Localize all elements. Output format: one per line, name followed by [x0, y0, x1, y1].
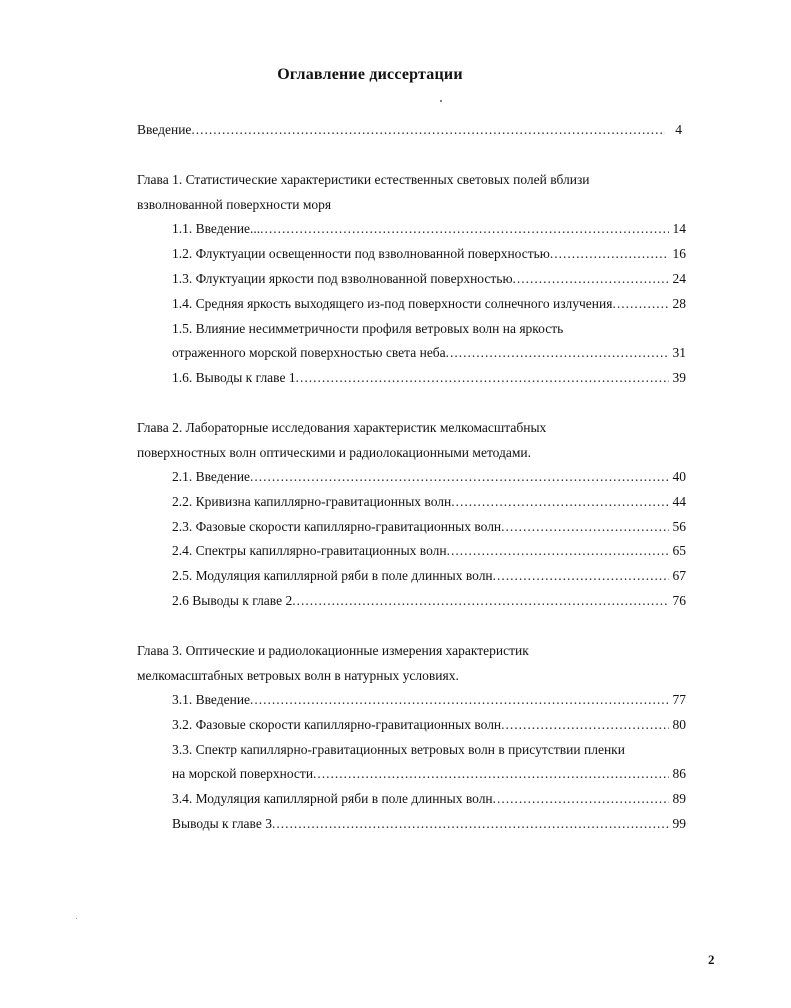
toc-entry-label: 3.4. Модуляция капиллярной ряби в поле длинных волн [172, 791, 493, 806]
toc-entry-page: 28 [672, 296, 686, 311]
leader-dots [250, 691, 668, 709]
toc-entry-intro[interactable] [137, 121, 682, 139]
leader-dots [493, 567, 669, 585]
toc-entry-label: 2.5. Модуляция капиллярной ряби в поле длинных волн [172, 568, 493, 583]
toc-entry-page: 76 [672, 593, 686, 608]
toc-entry[interactable] [172, 468, 686, 486]
chapter-heading: мелкомасштабных ветровых волн в натурных условиях. [137, 668, 459, 683]
toc-entry-label: 2.1. Введение [172, 469, 251, 484]
toc-entry-page: 65 [672, 543, 686, 558]
toc-entry-page: 31 [672, 345, 686, 360]
toc-entry-label: 1.4. Средняя яркость выходящего из-под поверхности солнечного излучения [172, 296, 613, 311]
toc-entry-label: на морской поверхности [172, 766, 314, 781]
toc-entry[interactable] [172, 493, 686, 511]
leader-dots [260, 220, 668, 238]
toc-entry-label: 2.6 Выводы к главе 2 [172, 593, 293, 608]
chapter-heading: Глава 1. Статистические характеристики естественных световых полей вблизи [137, 172, 590, 187]
toc-entry-page: 99 [672, 816, 686, 831]
leader-dots [612, 295, 668, 313]
leader-dots [513, 270, 669, 288]
leader-dots [501, 716, 668, 734]
toc-entry-label: 1.3. Флуктуации яркости под взволнованной поверхностью [172, 271, 513, 286]
toc-entry[interactable] [172, 815, 686, 833]
toc-entry-label: Введение [137, 122, 192, 137]
toc-entry[interactable] [172, 220, 686, 238]
toc-entry[interactable] [172, 765, 686, 783]
toc-entry-page: 40 [672, 469, 686, 484]
leader-dots [501, 518, 668, 536]
toc-entry-label: 3.1. Введение [172, 692, 251, 707]
leader-dots [296, 369, 669, 387]
leader-dots [446, 344, 669, 362]
toc-entry[interactable] [172, 790, 686, 808]
toc-entry-page: 67 [672, 568, 686, 583]
toc-entry[interactable] [172, 518, 686, 536]
toc-entry[interactable] [172, 542, 686, 560]
toc-entry-label: 1.1. Введение... [172, 221, 261, 236]
leader-dots [447, 542, 669, 560]
leader-dots [250, 468, 668, 486]
toc-entry-page: 16 [672, 246, 686, 261]
toc-entry[interactable] [172, 691, 686, 709]
toc-entry-page: 14 [672, 221, 686, 236]
toc-entry-label: отраженного морской поверхностью света неба [172, 345, 446, 360]
toc-entry-page: 44 [672, 494, 686, 509]
toc-entry-page: 86 [672, 766, 686, 781]
toc-entry[interactable] [172, 270, 686, 288]
leader-dots [272, 815, 669, 833]
leader-dots [191, 121, 665, 139]
toc-entry-label: 1.2. Флуктуации освещенности под взволнованной поверхностью [172, 246, 550, 261]
chapter-heading: взволнованной поверхности моря [137, 197, 332, 212]
toc-entry-label: 1.5. Влияние несимметричности профиля ветровых волн на яркость [172, 321, 564, 336]
leader-dots [292, 592, 668, 610]
toc-entry[interactable] [172, 245, 686, 263]
toc-entry-page: 4 [675, 122, 682, 137]
toc-entry-page: 89 [672, 791, 686, 806]
toc-entry[interactable] [172, 716, 686, 734]
leader-dots [313, 765, 668, 783]
leader-dots [550, 245, 669, 263]
leader-dots [451, 493, 668, 511]
toc-entry[interactable] [172, 369, 686, 387]
toc-entry-label: 2.4. Спектры капиллярно-гравитационных волн [172, 543, 447, 558]
toc-entry[interactable] [172, 567, 686, 585]
toc-entry-label: Выводы к главе 3 [172, 816, 272, 831]
chapter-heading: поверхностных волн оптическими и радиолокационными методами. [137, 445, 532, 460]
leader-dots [493, 790, 669, 808]
toc-entry-page: 56 [672, 519, 686, 534]
toc-entry[interactable] [172, 344, 686, 362]
toc-entry-label: 1.6. Выводы к главе 1 [172, 370, 296, 385]
page-number: 2 [708, 952, 715, 967]
toc-entry-label: 3.2. Фазовые скорости капиллярно-гравитационных волн [172, 717, 502, 732]
toc-entry-page: 24 [672, 271, 686, 286]
toc-entry[interactable] [172, 295, 686, 313]
toc-entry-page: 39 [672, 370, 686, 385]
toc-entry-page: 80 [672, 717, 686, 732]
toc-entry-label: 2.3. Фазовые скорости капиллярно-гравитационных волн [172, 519, 502, 534]
page-title: Оглавление диссертации [277, 66, 463, 83]
toc-entry-label: 3.3. Спектр капиллярно-гравитационных ветровых волн в присутствии пленки [172, 742, 625, 757]
chapter-heading: Глава 3. Оптические и радиолокационные измерения характеристик [137, 643, 529, 658]
toc-entry[interactable] [172, 592, 686, 610]
toc-entry-page: 77 [672, 692, 686, 707]
toc-entry-label: 2.2. Кривизна капиллярно-гравитационных волн [172, 494, 452, 509]
chapter-heading: Глава 2. Лабораторные исследования характеристик мелкомасштабных [137, 420, 547, 435]
